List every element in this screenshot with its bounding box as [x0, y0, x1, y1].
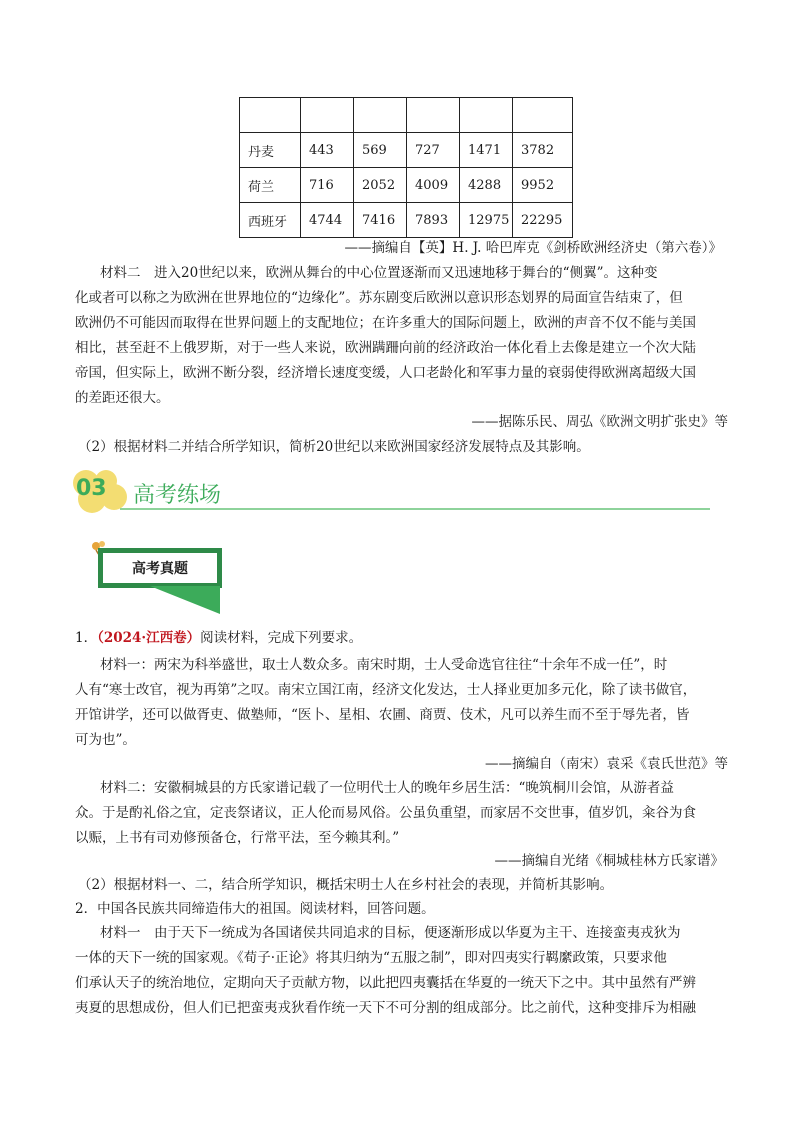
table-cell: 丹麦 [240, 133, 301, 168]
section-number: 03 [76, 476, 107, 501]
q1-material2-line: 材料二：安徽桐城县的方氏家谱记载了一位明代士人的晚年乡居生活：“晚筑桐川会馆，从游者益 [100, 780, 674, 796]
table-cell [354, 98, 407, 133]
table-cell: 7893 [407, 203, 460, 238]
table-cell: 4288 [460, 168, 513, 203]
table-cell [407, 98, 460, 133]
table-cell [460, 98, 513, 133]
economic-data-table [239, 97, 573, 238]
table-row [240, 168, 573, 203]
q1-exam-label: （2024·江西卷） [97, 630, 201, 646]
table-cell: 4744 [301, 203, 354, 238]
table-row [240, 133, 573, 168]
section-divider [120, 508, 710, 510]
q1-source1: ——摘编自（南宋）袁采《袁氏世范》等 [485, 756, 728, 772]
table-cell: 3782 [513, 133, 573, 168]
q2-line: 们承认天子的统治地位，定期向天子贡献方物，以此把四夷囊括在华夏的一统天下之中。其中虽然有严辨 [75, 975, 696, 991]
material2-line: 欧洲仍不可能因而取得在世界问题上的支配地位；在许多重大的国际问题上，欧洲的声音不仅不能与美国 [75, 315, 696, 331]
table-cell [240, 98, 301, 133]
table-cell: 1471 [460, 133, 513, 168]
table-cell: 荷兰 [240, 168, 301, 203]
q2-line: 材料一 由于天下一统成为各国诸侯共同追求的目标，便逐渐形成以华夏为主干、连接蛮夷戎狄为 [100, 925, 681, 941]
table-row [240, 98, 573, 133]
q2-line: 夷夏的思想成份，但人们已把蛮夷戎狄看作统一天下不可分割的组成部分。比之前代，这种变排斥为相融 [75, 1000, 696, 1016]
table-cell: 716 [301, 168, 354, 203]
table-cell: 9952 [513, 168, 573, 203]
table-cell: 12975 [460, 203, 513, 238]
table-cell: 西班牙 [240, 203, 301, 238]
q1-material1-line: 可为也”。 [75, 732, 136, 748]
table-source: ——摘编自【英】H. J. 哈巴库克《剑桥欧洲经济史（第六卷）》 [344, 240, 722, 256]
material2-line: 帝国，但实际上，欧洲不断分裂，经济增长速度变缓，人口老龄化和军事力量的衰弱使得欧洲离超级大国 [75, 365, 696, 381]
q1-material2-line: 众。于是酌礼俗之宜，定丧祭诸议，正人伦而易风俗。公虽负重望，而家居不交世事，值岁饥，籴谷为食 [75, 805, 696, 821]
q1-material1-line: 开馆讲学，还可以做胥吏、做塾师，“医卜、星相、农圃、商贾、伎术，凡可以养生而不至于辱先者，皆 [75, 707, 690, 723]
material2-line: 相比，甚至赶不上俄罗斯，对于一些人来说，欧洲蹒跚向前的经济政治一体化看上去像是建立一个次大陆 [75, 340, 696, 356]
tag-label: 高考真题 [102, 552, 218, 584]
tag-box [98, 548, 222, 588]
q2-intro: 2．中国各民族共同缔造伟大的祖国。阅读材料，回答问题。 [75, 901, 435, 917]
material2-line: 材料二 进入20世纪以来，欧洲从舞台的中心位置逐渐而又迅速地移于舞台的“侧翼”。这种变 [100, 265, 658, 281]
material2-line: 的差距还很大。 [75, 390, 170, 406]
section-title: 高考练场 [133, 483, 222, 508]
q2-line: 一体的天下一统的国家观。《荀子·正论》将其归纳为“五服之制”，即对四夷实行羁縻政策，只要求他 [75, 950, 667, 966]
q1-material2-line: 以赈，上书有司劝修预备仓，行常平法，至今赖其利。” [75, 830, 400, 846]
table-cell: 569 [354, 133, 407, 168]
table-cell [513, 98, 573, 133]
q1-header [75, 628, 362, 648]
q1-source2: ——摘编自光绪《桐城桂林方氏家谱》 [494, 853, 724, 869]
q1-material1-line: 材料一：两宋为科举盛世，取士人数众多。南宋时期，士人受命选官往往“十余年不成一任”，时 [100, 657, 668, 673]
material2-line: 化或者可以称之为欧洲在世界地位的“边缘化”。苏东剧变后欧洲以意识形态划界的局面宣告结束了，但 [75, 290, 683, 306]
table-cell: 443 [301, 133, 354, 168]
material2-source: ——据陈乐民、周弘《欧洲文明扩张史》等 [471, 414, 728, 430]
table-cell: 22295 [513, 203, 573, 238]
table-cell: 727 [407, 133, 460, 168]
question-2: （2）根据材料二并结合所学知识，简析20世纪以来欧洲国家经济发展特点及其影响。 [78, 439, 590, 455]
q1-material1-line: 人有“寒士改官，视为再第”之叹。南宋立国江南，经济文化发达，士人择业更加多元化，除了读书做官， [75, 682, 697, 698]
table-cell: 4009 [407, 168, 460, 203]
table-cell: 2052 [354, 168, 407, 203]
table-cell: 7416 [354, 203, 407, 238]
table-row [240, 203, 573, 238]
ribbon-tail-icon [150, 586, 220, 614]
table-cell [301, 98, 354, 133]
q1-question: （2）根据材料一、二，结合所学知识，概括宋明士人在乡村社会的表现，并简析其影响。 [78, 877, 614, 893]
q1-intro: 阅读材料，完成下列要求。 [200, 630, 363, 646]
q1-number: 1． [75, 630, 98, 646]
